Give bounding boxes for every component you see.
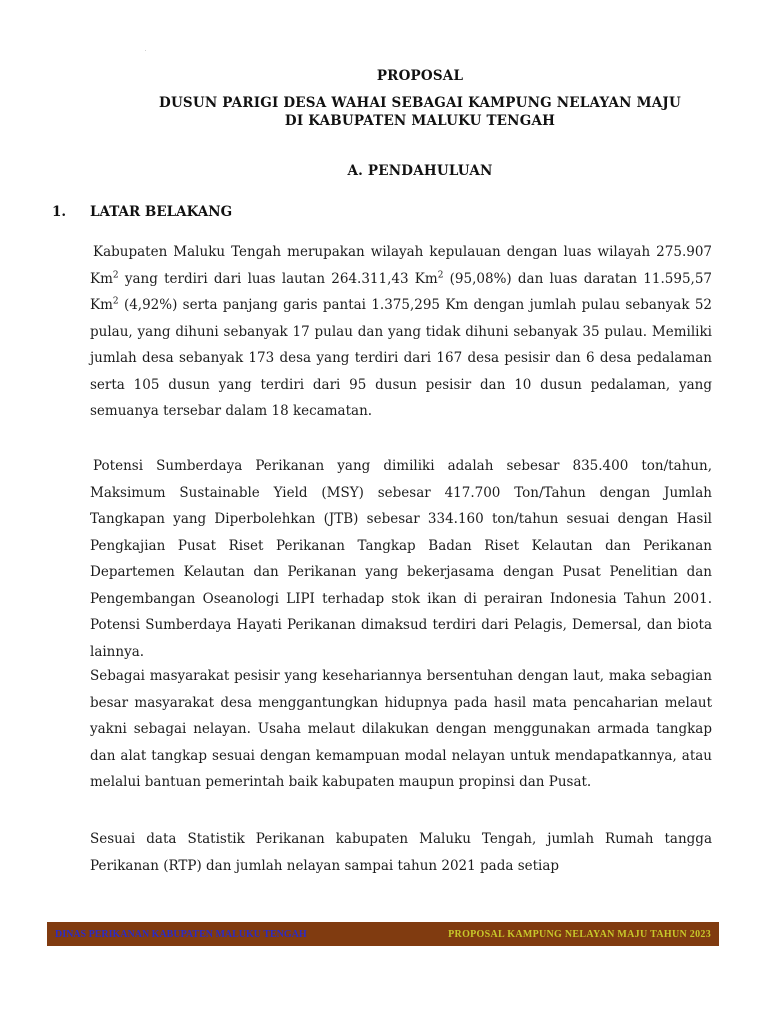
paragraph-potensi: Potensi Sumberdaya Perikanan yang dimiliki adalah sebesar 835.400 ton/tahun, Maksimum Sustainable Yield (MSY) sebesar 417.700 Ton/Tahun dengan Jumlah Tangkapan yang Diperbolehkan (JTB) sebesar 334.160 ton/tahun sesuai dengan Hasil Pengkajian Pusat Riset Perikanan Tangkap Badan Riset Kelautan dan Perikanan Departemen Kelautan dan Perikanan yang bekerjasama dengan Pusat Penelitian dan Pengembangan Oseanologi LIPI terhadap stok ikan di perairan Indonesia Tahun 2001. Potensi Sumberdaya Hayati Perikanan dimaksud terdiri dari Pelagis, Demersal, dan biota lainnya. <box>90 458 712 660</box>
superscript-2: 2 <box>112 270 119 280</box>
section-heading <box>52 204 232 220</box>
footer-left-text: DINAS PERIKANAN KABUPATEN MALUKU TENGAH <box>55 928 307 940</box>
paragraph-text: yang terdiri dari luas lautan 264.311,43 Km <box>118 270 438 287</box>
paragraph-statistik: Sesuai data Statistik Perikanan kabupaten Maluku Tengah, jumlah Rumah tangga Perikanan (RTP) dan jumlah nelayan sampai tahun 2021 pada setiap <box>90 831 712 874</box>
paragraph-text: Kabupaten Maluku Tengah merupakan wilayah kepulauan dengan luas wilayah 275.907 Km <box>90 244 712 287</box>
paragraph-text: (4,92%) serta panjang garis pantai 1.375,295 Km dengan jumlah pulau sebanyak 52 pulau, yang dihuni sebanyak 17 pulau dan yang tidak dihuni sebanyak 35 pulau. Memiliki jumlah desa sebanyak 173 desa yang terdiri dari 167 desa pesisir dan 6 desa pedalaman serta 105 dusun yang terdiri dari 95 dusun pesisir dan 10 dusun pedalaman, yang semuanya tersebar dalam 18 kecamatan. <box>90 297 712 419</box>
paragraph-masyarakat-pesisir: Sebagai masyarakat pesisir yang kesehariannya bersentuhan dengan laut, maka sebagian besar masyarakat desa menggantungkan hidupnya pada hasil mata pencaharian melaut yakni sebagai nelayan. Usaha melaut dilakukan dengan menggunakan armada tangkap dan alat tangkap sesuai dengan kemampuan modal nelayan untuk mendapatkannya, atau melalui bantuan pemerintah baik kabupaten maupun propinsi dan Pusat. <box>90 668 712 790</box>
scan-speck <box>145 50 146 51</box>
proposal-subtitle-line1: DUSUN PARIGI DESA WAHAI SEBAGAI KAMPUNG NELAYAN MAJU <box>159 95 681 111</box>
proposal-title: PROPOSAL <box>376 68 464 84</box>
paragraph-wilayah <box>90 239 712 425</box>
superscript-2: 2 <box>112 296 119 307</box>
paragraph-text: (95,08%) dan luas daratan 11.595,57 Km <box>90 270 713 313</box>
page-footer <box>47 922 719 946</box>
section-title: LATAR BELAKANG <box>90 204 233 220</box>
section-number: 1. <box>52 204 67 220</box>
footer-right-text: PROPOSAL KAMPUNG NELAYAN MAJU TAHUN 2023 <box>448 928 711 940</box>
proposal-subtitle-line2: DI KABUPATEN MALUKU TENGAH <box>284 113 556 129</box>
superscript-2: 2 <box>437 270 444 280</box>
chapter-heading: A. PENDAHULUAN <box>347 163 493 179</box>
